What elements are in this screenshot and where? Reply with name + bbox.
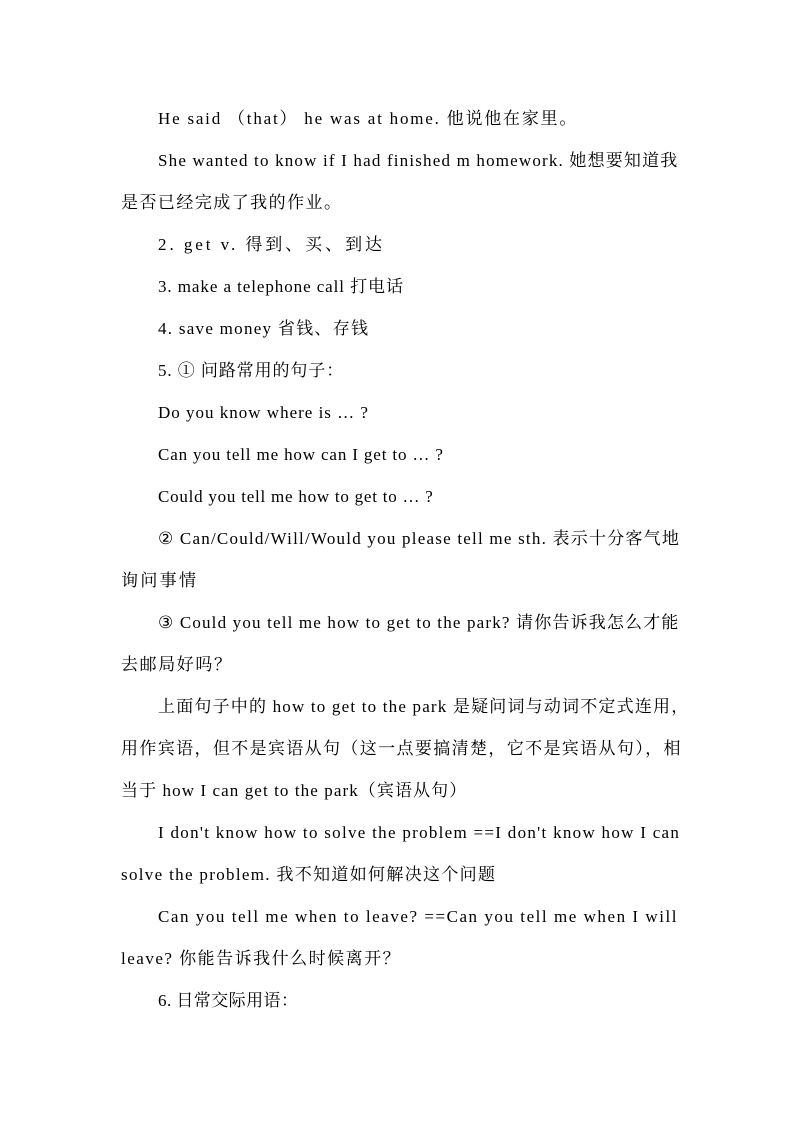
- text-line-3: 是否已经完成了我的作业。: [121, 193, 343, 212]
- text-line-16: 用作宾语，但不是宾语从句（这一点要搞清楚，它不是宾语从句），相: [121, 739, 682, 758]
- text-line-8: Do you know where is … ?: [158, 403, 369, 422]
- text-line-6: 4. save money 省钱、存钱: [158, 319, 370, 338]
- text-line-14: 去邮局好吗？: [121, 655, 233, 674]
- text-line-13: ③ Could you tell me how to get to the park? 请你告诉我怎么才能: [158, 613, 680, 632]
- text-line-11: ② Can/Could/Will/Would you please tell me sth. 表示十分客气地: [158, 529, 681, 548]
- text-line-15: 上面句子中的 how to get to the park 是疑问词与动词不定式连用，: [158, 697, 690, 716]
- text-line-19: solve the problem. 我不知道如何解决这个问题: [121, 865, 497, 884]
- text-line-4: 2. get v. 得到、买、到达: [158, 235, 385, 254]
- text-line-22: 6. 日常交际用语：: [158, 991, 299, 1010]
- text-line-2: She wanted to know if I had finished m homework. 她想要知道我: [158, 151, 679, 170]
- text-line-9: Can you tell me how can I get to … ?: [158, 445, 444, 464]
- text-line-10: Could you tell me how to get to … ?: [158, 487, 434, 506]
- text-line-1: He said （that） he was at home. 他说他在家里。: [158, 109, 579, 128]
- text-line-12: 询问事情: [121, 571, 199, 590]
- text-line-7: 5. ① 问路常用的句子：: [158, 361, 345, 380]
- text-line-17: 当于 how I can get to the park（宾语从句）: [121, 781, 468, 800]
- text-line-5: 3. make a telephone call 打电话: [158, 277, 404, 296]
- text-line-20: Can you tell me when to leave? ==Can you tell me when I will: [158, 907, 678, 926]
- text-line-18: I don't know how to solve the problem ==I don't know how I can: [158, 823, 681, 842]
- text-line-21: leave? 你能告诉我什么时候离开？: [121, 949, 402, 968]
